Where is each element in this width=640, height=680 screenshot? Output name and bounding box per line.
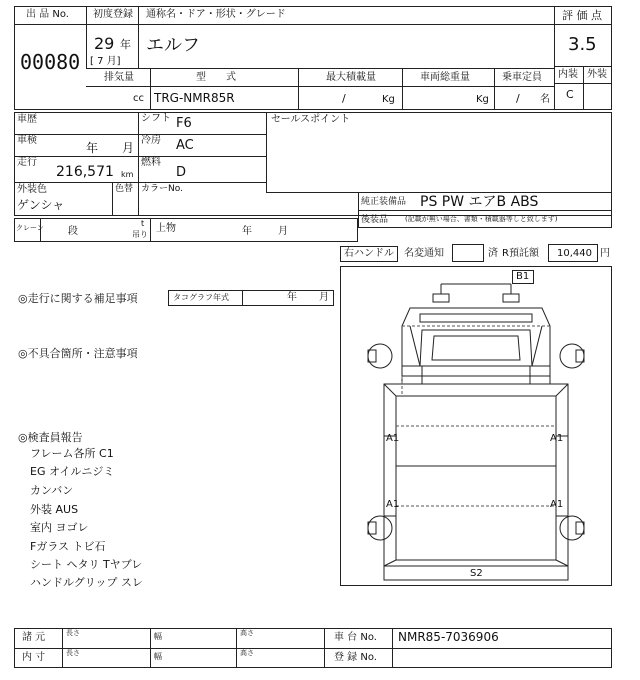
name-change-mark: 済: [488, 248, 498, 259]
inspector-label: ◎検査員報告: [18, 431, 83, 444]
interior-label: 内装: [558, 69, 578, 80]
grade-label: 評 価 点: [562, 9, 602, 22]
divider: [298, 68, 299, 110]
sales-point-label: セールスポイント: [271, 114, 351, 125]
naisun-label: 内 寸: [22, 652, 46, 663]
s2-label: S2: [470, 568, 483, 579]
a1-right-top: A1: [550, 433, 564, 444]
capacity-label: 乗車定員: [502, 72, 542, 83]
inspection-label: 車検: [17, 135, 37, 146]
inspector-line: EG オイルニジミ: [30, 465, 115, 478]
driving-notes-label: ◎走行に関する補足事項: [18, 292, 138, 305]
max-load-unit: Kg: [382, 94, 395, 105]
first-reg-label: 初度登録: [93, 9, 133, 20]
equip-label: 純正装備品: [361, 197, 407, 207]
divider: [392, 628, 393, 668]
inspector-line: カンバン: [30, 484, 74, 497]
divider: [554, 83, 612, 84]
displacement-label: 排気量: [104, 72, 134, 83]
color-code-label: カラーNo.: [141, 184, 183, 194]
divider: [14, 24, 612, 25]
interior-grade: C: [566, 88, 574, 101]
yen-unit: 円: [600, 248, 610, 259]
r-deposit-label: R預託額: [502, 248, 539, 259]
divider: [494, 68, 495, 110]
ext-color-label: 外装色: [17, 184, 47, 195]
divider: [86, 6, 87, 68]
defects-label: ◎不具合箇所・注意事項: [18, 347, 138, 360]
crane-tsuri: 吊り: [132, 230, 148, 239]
truck-diagram: [340, 266, 612, 586]
gross-weight-label: 車両総重量: [420, 72, 470, 83]
a1-right-bot: A1: [550, 499, 564, 510]
divider: [14, 648, 612, 649]
chassis-label: 車 台 No.: [334, 632, 377, 643]
name-change-box: [452, 244, 484, 262]
crane-label: クレーン: [16, 224, 44, 232]
crane-jo: 上物: [156, 223, 176, 234]
capacity-slash: /: [516, 92, 520, 105]
crane-dan: 段: [68, 226, 78, 237]
height-label: 高さ: [240, 629, 254, 637]
inspector-line: Fガラス トビ石: [30, 540, 106, 553]
name-change-label: 名変通知: [404, 248, 444, 259]
lot-no-value: 00080: [20, 50, 81, 74]
model-code: TRG-NMR85R: [154, 91, 235, 105]
aftermarket-label: 後装品: [361, 215, 389, 225]
reg-no-label: 登 録 No.: [334, 652, 377, 663]
gross-weight-unit: Kg: [476, 94, 489, 105]
divider: [236, 628, 237, 668]
inspector-line: ハンドルグリップ スレ: [30, 576, 143, 589]
divider: [86, 86, 554, 87]
inspector-line: 室内 ヨゴレ: [30, 521, 89, 534]
inspection-year: 年: [86, 141, 99, 155]
car-desc-label: 通称名・ドア・形状・グレード: [146, 9, 286, 20]
ac-value: AC: [176, 138, 194, 153]
aftermarket-note: (記載が無い場合、書類・積載器等しと致します): [405, 215, 558, 223]
fuel-value: D: [176, 165, 187, 180]
inspector-line: 外装 AUS: [30, 503, 79, 516]
divider: [266, 192, 612, 193]
tacho-year: 年: [287, 292, 297, 303]
equip-value: PS PW エアB ABS: [420, 194, 539, 210]
capacity-unit: 名: [540, 94, 550, 105]
r-deposit-value: 10,440: [557, 248, 592, 259]
divider: [14, 134, 266, 135]
divider: [14, 182, 266, 183]
divider: [62, 628, 63, 668]
divider: [402, 68, 403, 110]
divider: [554, 6, 555, 110]
score-value: 3.5: [568, 34, 597, 55]
chassis-value: NMR85-7036906: [398, 630, 499, 644]
divider: [150, 628, 151, 668]
crane-year: 年: [242, 226, 252, 237]
divider: [138, 112, 139, 216]
color-no-label: 色替: [115, 184, 134, 194]
divider: [112, 182, 113, 216]
divider: [150, 68, 151, 110]
crane-month: 月: [278, 226, 288, 237]
divider: [242, 290, 243, 306]
mileage-label: 走行: [17, 157, 37, 168]
crane-row: [14, 218, 358, 242]
reg-year: 29: [94, 34, 115, 53]
exterior-label: 外装: [587, 69, 607, 80]
height-label: 高さ: [240, 649, 254, 657]
width-label: 幅: [154, 652, 162, 661]
mileage-value: 216,571: [56, 164, 114, 180]
divider: [138, 6, 139, 68]
inspection-month: 月: [122, 141, 135, 155]
shift-value: F6: [176, 116, 192, 131]
history-label: 車歴: [17, 114, 37, 125]
fuel-label: 燃料: [141, 157, 161, 168]
shoyo-label: 諸 元: [22, 632, 46, 643]
a1-left-bot: A1: [386, 499, 400, 510]
width-label: 幅: [154, 632, 162, 641]
tacho-label: タコグラフ年式: [173, 293, 229, 302]
divider: [583, 66, 584, 110]
tacho-month: 月: [319, 292, 329, 303]
divider: [14, 156, 266, 157]
max-load-label: 最大積載量: [326, 72, 376, 83]
divider: [86, 68, 554, 69]
mileage-unit: km: [121, 170, 134, 179]
divider: [266, 112, 267, 192]
crane-t: t: [141, 219, 145, 228]
b1-label: B1: [516, 271, 530, 282]
inspector-line: フレーム各所 C1: [30, 447, 114, 460]
rhd-label: 右ハンドル: [344, 248, 394, 259]
ac-label: 冷房: [141, 135, 161, 146]
inspector-line: シート ヘタリ Tヤブレ: [30, 558, 143, 571]
ext-color-value: ゲンシャ: [17, 198, 65, 212]
model-label: 型 式: [196, 72, 236, 83]
divider: [324, 628, 325, 668]
reg-month: [ 7 月]: [90, 56, 121, 67]
cc-unit: cc: [133, 93, 144, 104]
reg-year-unit: 年: [120, 38, 131, 51]
divider: [150, 218, 151, 242]
max-load-slash: /: [342, 92, 346, 105]
length-label: 長さ: [66, 649, 80, 657]
lot-no-label: 出 品 No.: [26, 9, 69, 20]
shift-label: シフト: [141, 113, 171, 124]
length-label: 長さ: [66, 629, 80, 637]
car-name: エルフ: [146, 35, 200, 56]
a1-left-top: A1: [386, 433, 400, 444]
